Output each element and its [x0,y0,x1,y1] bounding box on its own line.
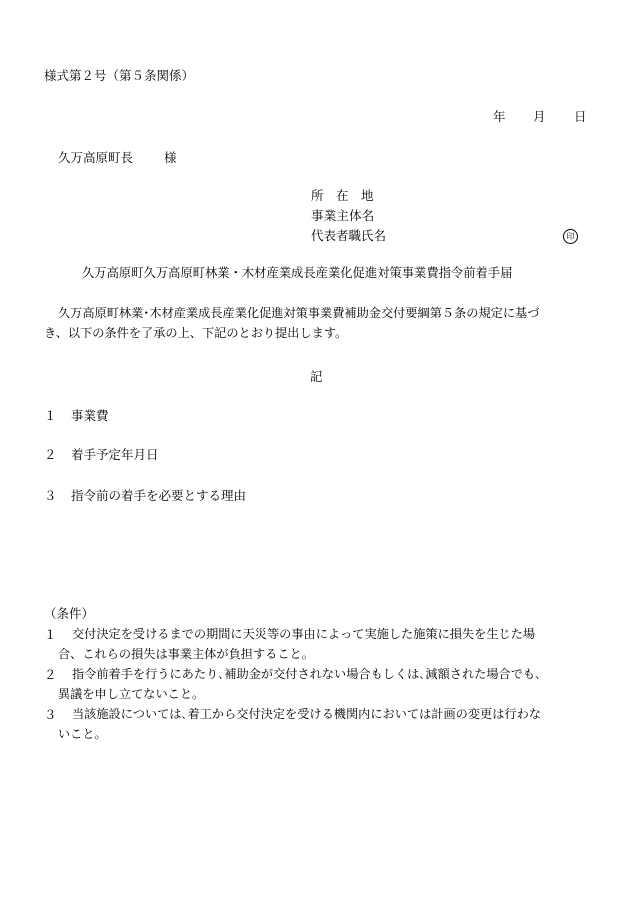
item-3-label: 指令前の着手を必要とする理由 [71,488,247,503]
conditions-heading: （条件） [44,606,95,621]
condition-3-line-2: いこと。 [58,727,107,741]
condition-1-line-2: 合、これらの損失は事業主体が負担すること。 [58,647,314,661]
condition-1-line-1: 交付決定を受けるまでの期間に天災等の事由によって実施した施策に損失を生じた場 [72,627,536,641]
addressee-honorific: 様 [164,150,177,165]
date-month-label: 月 [533,109,546,124]
item-2-label: 着手予定年月日 [71,447,159,462]
applicant-location-label: 所 在 地 [311,188,374,203]
condition-1-number: １ [44,627,57,642]
applicant-representative-label: 代表者職氏名 [311,228,387,243]
condition-2-line-2: 異議を申し立てないこと。 [58,687,205,701]
item-2-number: ２ [44,447,57,462]
applicant-entity-label: 事業主体名 [311,208,375,223]
form-label: 様式第２号（第５条関係） [44,68,195,83]
addressee-name: 久万高原町長 [58,150,134,165]
item-1-number: １ [44,408,57,423]
condition-3-number: ３ [44,707,57,722]
ki-heading: 記 [310,369,323,384]
condition-2-number: ２ [44,667,57,682]
condition-2-line-1: 指令前着手を行うにあたり､補助金が交付されない場合もしくは､減額された場合でも､ [72,667,542,681]
date-year-label: 年 [493,109,506,124]
document-title: 久万高原町久万高原町林業・木材産業成長産業化促進対策事業費指令前着手届 [82,266,513,280]
seal-mark [563,227,578,244]
intro-line-1: 久万高原町林業･木材産業成長産業化促進対策事業費補助金交付要綱第５条の規定に基づ [58,306,540,320]
date-day-label: 日 [574,109,587,124]
intro-line-2: き、以下の条件を了承の上、下記のとおり提出します。 [44,326,348,340]
condition-3-line-1: 当該施設については､着工から交付決定を受ける機関内においては計画の変更は行わな [72,707,541,721]
item-3-number: ３ [44,488,57,503]
item-1-label: 事業費 [71,408,109,423]
seal-text: 印 [563,229,578,244]
